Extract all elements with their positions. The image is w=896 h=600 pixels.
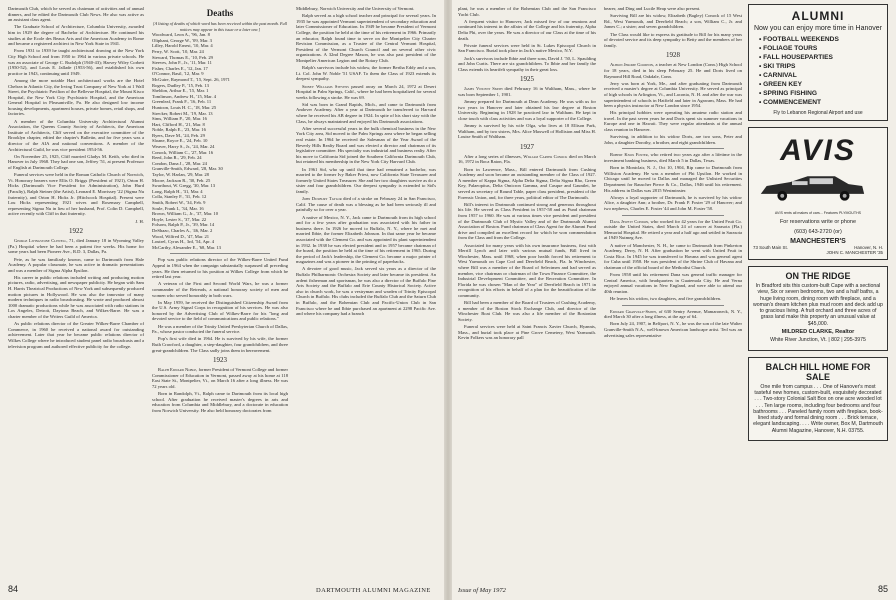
paragraph: Jimmy prepared for Dartmouth at Dean Academy. He was with us for two years in Hanover and later obtained his law degree at Boston University. Beginning in 1928 he practiced law in Waltham. He kept in close touch with class activities and was a loyal supporter of the College. [458,99,596,121]
paragraph: Funeral services were held at Saint Francis Xavier Church, Hyannis, Mass., and burial took place at Pine Grove Cemetery, West Yarmouth. Kevin Folkers was an honorary pall [458,324,596,341]
death-entry: O'Connor, Basil, '12, Mar. 9 [152,71,204,77]
death-entry: Sloane, Royce E., '24, Feb. 10 [152,138,208,144]
left-footer [8,584,438,594]
death-entry: Loutrel, Cyrus H., 3rd, '54, Apr. 4 [152,239,215,245]
paragraph: Born in Lawrence, Mass., Bill entered Dartmouth from Cushing Academy and soon became an outstanding member of the Class of 1927. A member of Kappa Sigma, Alpha Delta Sigma, Delta Sigma Rho, Green Key, Palaeopitus, Delta Omicron Gamma, and Casque and Gauntlet, he served as secretary of Round Table, paper class president, president of the Forensic Union, and, for three years, political editor of The Dartmouth. [458,166,596,200]
paragraph: A devotee of good music, Jack served six years as a director of the Buffalo Philharmonic Orchestra Society and later became its president. An ardent fisherman and sportsman, he was also a director of the Buffalo Fine Arts Society and the Buffalo and Erie County Historical Society. Active also in church work, he was a vestryman and warden of Trinity Episcopal Church in Buffalo. His clubs included the Buffalo Club and the Saturn Club in Buffalo, and the Bohemian Club and Pacific-Union Club in San Francisco where he and Ibbie purchased an apartment at 2298 Pacific Ave. and where his company had a branch [296,266,436,317]
alumni-ad-item: • GREEN KEY [759,81,802,88]
death-entry: Greenleaf, Frank F., '16, Feb. 11 [152,99,212,105]
death-entry: Steward, Thomas E., '10, Feb. 29 [152,54,213,60]
paragraph: Born July 24, 1907, in Belfport, N. Y., he was the son of the late Walter Granville-Smith N.A., well-known American landscape artist. Ted was an advertising sales representative [604,321,742,338]
paragraph: A native of Mexico, N. Y., Jack came to Dartmouth from its high school and for a few years after graduation was associated with his father in business there. In 1926 he moved to Buffalo, N. Y., where he met and married Ibbie, the former Elizabeth Johnson. In that same year he became associated with the Clement Co. and was appointed its plant superintendent in 1932. In 1938 he was elected president and in 1957 became chairman of the board, the position he held at the time of his retirement in 1965. During the period of Jack's leadership, the Clement Co. became a major printer of magazines and was a pioneer in the printing of paperbacks. [296,214,436,265]
death-entry: Byers, Dave M., '24, Feb. 29 [152,132,205,138]
paragraph: Born in Randolph, Vt., Ralph came to Dartmouth from its local high school. After graduation he received master's degrees in arts and education from Columbia and Middlebury, and a doctorate in education from Norwich University. He also held honorary doctorates from [152,391,288,413]
death-entry: Hoyle, Lester S., '37, Mar. 22 [152,216,207,222]
paragraph: In 1961 Sid, who up until that time had remained a bachelor, was married to the former Ivy Baker Priest, now California State Treasurer and formerly United States Treasurer. She and her two daughters survive as do a sister and four grandchildren. Our deepest sympathy is extended to Sid's family. [296,166,436,194]
death-entry: Steeves, John F., Jr., '11, Mar. 11 [152,60,212,66]
death-entry: Soule, Frank I., '34, Mar. 16 [152,205,204,211]
paragraph: Associated for many years with his own insurance business, first with Merrill Lynch and later with various mutual funds, Bill lived in Winchester, Mass. until 1968, when poor health forced his retirement to West Yarmouth on Cape Cod and Deerfield Beach, Fla. In Winchester, where Bill was a member of the Board of Selectmen and had served as member, vice chairman or chairman of the Town Finance Committee, the Industrial Development Committee, and the Recreation Committee. In Florida he was chosen "Man of the Year" of Deerfield Beach in 1971 in recognition of his efforts in behalf of a plan for the beautification of the community. [458,242,596,298]
signature-initials: J. H. [135,218,144,224]
paragraph: Funeral services were held in the Roman Catholic Church of Norwich, Vt. Honorary bearers were Ellis O. Briggs (President of 1921), Orton H. Hicks (Dartmouth Vice President for Administration), John Hurd (Faculty), Ralph Steiner (the Artist), Leonard E. Morrissey '22 (Sigma Nu fraternity), and Orton H. Hicks Jr. (Hitchcock Hospital). Present were Lou Hicks representing 1921 wives and Rosemary Campbell, representing Sigma Nu in lieu of her husband, Prof. Colin D. Campbell, active recently with Cliff in that fraternity. [8,172,144,217]
death-entry: Sims, William P., '20, Mar. 16 [152,116,207,122]
alumni-ad-item: • SPRING FISHING [759,90,817,97]
paragraph: Dartmouth Club, which he served as chairman of activities and of annual dinners, and he edited the Dartmouth Club News. He also was active as an assistant class agent. [8,6,144,23]
page-number-left: 84 [8,584,19,594]
left-column-3 [296,6,436,576]
paragraph: Among the more notable Hart architectural works are the Hotel Chelsea in Atlantic City, the Irving Trust Company of New York at 1 Wall Street, the Psychiatric Pavilion of the Bellevue Hospital, the Mount Kisco Hospital, the New York City Psychiatric Hospital, and the American General Hospital in Pleasantville, Pa. He also designed low income housing developments, apartment houses, private homes, retail shops, and factories. [8,77,144,117]
death-entry: Strecker, Robert M., '19, Mar. 13 [152,110,213,116]
death-entry: Fisher, Charles E., '12, Jan. 17 [152,65,208,71]
alumni-ad-subtitle: Now you can enjoy more time in Hanover [753,25,882,32]
paragraph: Jerry was born at York, Me., and after graduating from Dartmouth received a master's degree at Columbia University. He served as principal of high schools in Arlington, Vt., and Laconia, N. H. and after the war was superintendent of schools in Hatfield and later in Agawam, Mass. He had been a physics instructor at New London since 1954. [604,80,742,109]
paragraph: Bill's interest in Dartmouth continued strong and generous throughout his life. He served as Class President in 1957-58 and as Fund chairman from 1957 to 1960. He was at various times vice president and president of the Dartmouth Club of Mystic Valley and of the Dartmouth Alumni Association of Boston. Fund chairman of Class Agent for the Alumni Fund drive and compiled an excellent record for which he won commendation from the Class and from the College. [458,201,596,241]
divider [622,215,724,216]
obituary-name: William Carter Conock [523,153,568,159]
obituary-name: Edward Granville-Smith [610,308,656,314]
paragraph: Private funeral services were held in St. Lukes Episcopal Church in San Francisco. Burial took place in Jack's native Mexico, N.Y. [458,42,596,54]
page-number-right: 85 [877,584,888,594]
balch-ad-body: One mile from campus . . . One of Hanover's most tasteful new homes, custom-built, exquisitely decorated . . . Two-story Colonial Salt Box on one acre wooded lot . . . Ten large rooms, including four bedrooms and four bathrooms . . . Paneled family room with fireplace, book-lined study and formal dining room . . . Brick terrace, elegant landscaping. . . . Write owner, Box M, Dartmouth Alumni Magazine, Hanover, N.H. 03755. [753,383,883,434]
avis-town: Hanover, N. H. [854,245,883,250]
deaths-list [152,32,288,250]
obituary-name: Robert Knox Foster [610,152,648,158]
paragraph: A frequent visitor to Hanover, Jack missed few of our reunions and continued his interest in the affairs of the College and his fraternity, Alpha Delta Phi, over the years. He was a director of our Class at the time of his death. [458,18,596,41]
avis-tagline: AVIS rents all makes of cars... Features PLYMOUTHS [774,211,862,215]
paragraph: A veteran of the First and Second World Wars, he was a former commander of the Retreads, a national honorary society of men and women who served honorably in both wars. [152,281,288,298]
obituary-name: James Vincent Smith [464,86,503,92]
deaths-note: [A listing of deaths of which word has been received within the past month. Full notices may appear in this issue or a later one.] [153,21,287,32]
class-year-heading: 1923 [213,356,227,365]
obituary-name: Sidney Williams Stevens [302,83,349,89]
death-entry: Noble, Ralph E., '23, Mar. 16 [152,127,206,133]
alumni-ad-fly-note: Fly to Lebanon Regional Airport and use [773,110,863,116]
alumni-ad-item: • FALL HOUSEPARTIES [759,54,833,61]
paragraph: After a long series of illnesses, [464,153,524,159]
paragraph: Jimmy is survived by his wife Olga, who lives at 18 Ellison Park, Waltham, and by two sisters, Mrs. Alice Maxwell of Holliston and Miss H. Louise Smith of Waltham. [458,123,596,140]
issue-date: Issue of May 1972 [458,587,506,594]
death-entry: Rogers, Dudley P., '15, Feb. 13 [152,82,209,88]
right-page [448,0,896,600]
left-column-2 [152,6,288,576]
paragraph: Middlebury, Norwich University and the University of Vermont. [296,6,415,11]
paragraph: Surviving Bill are his widow, Elizabeth (Bagley) Conock of 15 West Rd., West Yarmouth, and Deerfield Beach; a son, William C., Jr. and James C.; a sister; and seven grandchildren. [604,13,742,30]
alumni-ad-item: • FOOTBALL WEEKENDS [759,36,839,43]
paragraph: On November 25, 1925, Cliff married Gladys M. Keith, who died in Hanover in July 1968. They had one son, Jeffrey '51, at present Professor of English at Dartmouth College. [8,153,144,170]
obituary-name: John Duxbury Taylor [302,196,342,202]
death-entry: Taylor, W. Harlan, '29, Mar. 28 [152,172,209,178]
obituary-name: Ralph Edward Noble [158,367,197,373]
paragraph: Ralph's survivors include his widow, the former Bertha Eddy and a son, Lt. Col. John W. Noble '51 USAF. To them the Class of 1923 extends its deepest sympathy. [296,65,436,82]
death-entry: Sheldon, Arthur E., '15, Mar. 1 [152,88,209,94]
paragraph: From 1958 until his retirement Dana was general traffic manager for Central America, with headquarters in Guatemala City. He and Verna enjoyed annual vacations in New England, and were able to attend our 40th reunion. [604,272,742,294]
paragraph: Born in Montclair, N. J., Oct 10, 1904, Rip came to Dartmouth from Williston Academy. He was a member of Phi Upsilon. He worked in Chicago until he moved to Dallas and managed the Unlisted Securities Department for Rauscher Pierce & Co., Dallas, 1946 until his retirement. His address in Dallas was 2815 Westminster. [604,165,742,193]
paragraph: His career in public relations included writing and producing motion pictures, radio, advertising, and newspaper publicity. He began with Sam H. Harris Theatrical Productions of New York and subsequently produced motion pictures in Hollywood. He was also the innovator of many modern techniques in radio broadcasting. He wrote and produced almost 1000 dramatic productions while he was associated with radio stations in Los Angeles, Detroit, Daytona Beach, and Wilkes-Barre. He was a charter member of the Writers Guild of America. [8,274,144,320]
on-the-ridge-ad [748,266,888,351]
death-entry: Long, Ralph H., '31, Mar. 4 [152,188,203,194]
paragraph: , of 630 Sentry Avenue, Mamaroneck, N. Y., died March 30 after a long illness, at the age of 64. [604,308,742,320]
death-entry: Colla, Stanley F., '31, Feb. 12 [152,194,207,200]
paragraph: , a teacher at New London (Conn.) High School for 18 years, died in his sleep February 25. He and Doris lived on Raymond Hill Road, Oakdale, Conn. [604,62,742,79]
paragraph: He was a member of the Trinity United Presbyterian Church of Dallas, Pa., whose pastor conducted the funeral service. [152,323,288,335]
alumni-ad-item: • CARNIVAL [759,72,797,79]
class-year-heading: 1927 [520,142,534,151]
magazine-masthead: DARTMOUTH ALUMNI MAGAZINE [316,587,431,594]
paragraph: Pop was public relations director of the Wilkes-Barre United Fund Appeal in 1964 when the campaign substantially surpassed all preceding years. He then returned to his position at Wilkes College from which he retired last year. [152,257,288,280]
paragraph: bearer, and Ding and Lucile Heap were also present. [604,6,701,11]
paragraph: Bill had been a member of the Board of Trustees of Cushing Academy, a member of the Boston Stock Exchange Club, and director of the Winchester Boat Club. He was also a life member of the Bostonian Society. [458,300,596,322]
alumni-ad-list [753,36,883,106]
death-entry: Weaver, Harry S., Jr., '24, Mar. 24 [152,144,215,150]
death-entry: Tomlinson, Andrew H., '15, Mar. 4 [152,93,217,99]
divider [622,148,724,149]
death-entry: Brown, William G., Jr., '37, Mar. 10 [152,211,219,217]
ridge-ad-realtor: MILDRED CLARKE, Realtor [781,329,855,336]
advertisement-column [748,4,888,590]
right-footer [458,584,888,594]
paragraph: The Class would like to express its gratitude to Bill for his many years of devoted service and its deep sympathy to Betty and the members of her family. [604,31,742,48]
death-entry: Moore, Jackson R., '30, Feb. 25 [152,177,211,183]
left-column-1 [8,6,144,576]
ridge-ad-title: ON THE RIDGE [785,271,851,281]
paragraph: died of a stroke on February 24 in San Francisco, Calif. The cause of death was a blessing as he had been seriously ill and painfully so for over a year. [296,196,436,213]
paragraph: From 1931 to 1939 he taught architectural drawing at the New York City High School and from 1950 to 1964 in various private schools. He was an associate of George C. Rudolph (1940-43); Harvey Wiley Corbett (1950-52), and Louis E. Jallade (1953-56), and established his own practice in 1943, continuing until 1949. [8,48,144,76]
ridge-ad-body: In Bradford sits this custom-built Cape with a sectional view, Six or seven bedrooms, two and a half baths, a huge living room, dining room with fireplace, and a woman's dream kitchen plus mud room and deck add up to gracious living. A fruit orchard and three acres of grass land make this property an unusual value at $45,000. [753,283,883,327]
death-entry: Granville-Smith, Edward, '28, Mar. 30 [152,166,223,172]
paragraph: Surviving, in addition to his widow Doris, are two sons, Peter and John, a daughter Dorothy, a brother, and eight grandchildren. [604,134,742,145]
obituary-name: George Livingstone Clewell [14,238,67,244]
death-entry: Perry, W. Scott, '10, Mar. 24 [152,48,204,54]
class-year-heading: 1925 [520,75,534,84]
alumni-ad-item: • COMMENCEMENT [759,99,822,106]
avis-dealer-name: MANCHESTER'S [790,238,846,245]
obituary-name: Dana Jewett Condon [610,218,649,224]
alumni-ad-item: • FOLIAGE TOURS [759,45,818,52]
paragraph: Pete, as he was familiarly known, came to Dartmouth from Hale Academy. A popular classmate, he was active in dramatic presentations and was a member of Sigma Alpha Epsilon. [8,256,144,273]
paragraph: The Graduate School of Architecture, Columbia University, awarded him in 1929 the degree of Bachelor of Architecture. He continued his studies at the Ecole des Beaux Arts and the American Academy in Rome and became a registered architect in New York State in 1941. [8,24,144,47]
paragraph: , 71, died January 18 in Wyoming Valley (Pa.) Hospital where he had been a patient five weeks. His home for some years had been Pioneer Ave., R.D. 3, Dallas, Pa. [8,238,144,255]
paragraph: Ralph served as a high school teacher and principal for several years. In 1935 he was appointed Vermont superintendent of secondary education and later Commissioner of Education. In 1949 he became President of Vermont College, the position he held at the time of his retirement in 1966. Primarily an educator, Ralph found time to serve on the Montpelier City Charter Revision Commission, as a Trustee of the Central Vermont Hospital, President of the Vermont Church Council and on several other civic organizations. A 32nd Degree Mason, he was also past president of the Montpelier American Legion and the Rotary Club. [296,13,436,63]
balch-ad-title: BALCH HILL HOME FOR SALE [765,361,871,382]
alumni-ad-item: • SKI TRIPS [759,63,796,70]
death-entry: Hart, Clifford H., '21, Mar. 8 [152,121,205,127]
death-entry: Smith, Robert W., '34, Feb. 9 [152,200,206,205]
paragraph: died February 16 in Waltham, Mass., where he was born September 1, 1901. [458,86,596,97]
paragraph: His principal hobbies were operating his amateur radio station and travel. In the past seven years he and Doris spent six summer vacations in Europe and one in Hawaii. They were regular attendants at the annual class reunion in Hanover. [604,110,742,133]
divider [622,305,724,306]
ridge-ad-contact: White River Junction, Vt. | 802 | 295-3975 [770,337,866,344]
paragraph: Always a loyal supporter of Dartmouth, he is survived by his widow Alice, a daughter Ann; a brother, Dr. Frank P. Foster '29 of Hanover; and two nephews, Charles E. Foster '44 and John M. Foster '58. [604,194,742,211]
death-entry: Reed, John R., '29, Feb. 24 [152,155,202,161]
avis-ad [748,127,888,260]
paragraph: passed away on March 24, 1972 at Desert Hospital in Palm Springs, Calif., where he had been hospitalized for several weeks following a stroke. He was 69. [296,83,436,100]
paragraph: Pop's first wife died in 1964. He is survived by his wife, the former Ruth Crawford, a daughter, a step-daughter, four grandchildren, and three great-grandchildren. The Class sadly joins them in bereavement. [152,336,288,353]
paragraph: He leaves his widow, two daughters, and five grandchildren. [610,296,722,302]
avis-logo: AVIS [780,134,856,167]
paragraph: plant, he was a member of the Bohemian Club and the San Francisco Yacht Club. [458,6,596,17]
obituary-name: Albion Jerome Goodwin [610,62,654,68]
class-year-heading: 1922 [69,227,83,236]
class-year-heading: 1928 [666,51,680,60]
paragraph: Jack's survivors include Ibbie and three sons, David J. '50, L. Spaulding and John Curtis. There are six grandchildren. To Ibbie and her family the Class extends its heartfelt sympathy in their great loss. [458,55,596,72]
paragraph: Sid was born in Grand Rapids, Mich., and came to Dartmouth from Andover Academy. After a year at Dartmouth he transferred to Harvard where he received his AB degree in 1924. In spite of his short stay with the Class, he always maintained and enjoyed his Dartmouth associations. [296,101,436,124]
right-column-2 [604,6,742,576]
balch-hill-ad [748,357,888,441]
paragraph: In May 1959, he received the Distinguished Citizenship Award from the U.S. Army Signal Corps in recognition of his services. He was also honored by the Advertising Club of Wilkes-Barre for his "long and devoted service to the field of communications and public relations." [152,299,288,322]
paragraph: As public relations director of the Greater Wilkes-Barre Chamber of Commerce, in 1960 he received a national award for outstanding achievement. Later that year he became public relations director of Wilkes College where he introduced student panel radio broadcasts and a television program and authored effective publicity for the college. [8,321,144,349]
paragraph: , who retired two years ago after a lifetime in the investment banking business, died March 5 in Dallas, Texas. [604,152,742,164]
death-entry: McGuire, Raymond T., '15, Sept. 26, 1971 [152,76,230,82]
right-column-1 [458,6,596,576]
avis-reservations: For reservations write or phone [779,219,857,225]
deaths-title: Deaths [206,8,234,18]
car-illustration-icon [753,172,870,204]
death-entry: Woodward, Leon A., '96, Jan. 8 [152,32,210,38]
alumni-ad-title: ALUMNI [791,9,845,23]
death-entry: Swarthout, W. Gregg, '30, Mar. 13 [152,183,216,189]
divider [170,253,270,254]
death-entry: Huntoon, Louis H. C., '18, Mar. 25 [152,104,217,110]
alumni-travel-ad [748,4,888,121]
paragraph: died on March 16, 1972 in Boca Raton, Fla. [458,153,596,165]
paragraph: A member of the Columbia University Architectural Alumni Association, the Queens County Society of Architects, the American Institute of Architects, Cliff served on the executive committee of the Brooklyn chapter, edited the chapter's Bulletin, and for five years was a director of the AIA and national conventions. A member of the Architectural Guild, he was vice president 1954-56. [8,118,144,152]
avis-phone: (603) 643-2720 (or) [794,229,842,235]
death-entry: DeShazo, Charles A., '46, Mar. 2 [152,227,213,233]
avis-owner: JOHN C. MANCHESTER '35 [826,250,883,255]
death-entry: Condon, Dana J., '28, Mar. 24 [152,160,207,166]
avis-street: 73 South Main St. [753,245,788,250]
death-entry: Oliphant, George W., '09, Mar. 3 [152,37,212,43]
death-entry: McCarthy, Alexander E., '68, Mar. 13 [152,244,221,250]
death-entry: Conock, William C., '27, Mar. 16 [152,149,214,155]
paragraph: A native of Manchester, N. H., he came to Dartmouth from Pinkerton Academy, Derry, N. H. After graduation he went with United Fruit in Costa Rica. In 1945 he was transferred to Havana and was general agent for Cuba until 1958. He was president of the Shrine Club of Havana and chairman of the official board of the Methodist Church. [604,242,742,270]
paragraph: , who worked for 42 years for the United Fruit Co. outside the United States, died March 24 of cancer at Sarasota (Fla.) Memorial Hospital. He retired a year and a half ago and settled in Sarasota at 1949 Nutmeg Ave. [604,218,742,241]
paragraph: , former President of Vermont College and former Commissioner of Education in Vermont, passed away at his home at 118 East State St., Montpelier, Vt., on March 16 after a long illness. He was 72 years old. [152,367,288,389]
death-entry: Lilley, Harold Ernest, '10, Mar. 4 [152,43,213,49]
paragraph: After several successful years in the bulk chemical business in the New York City area, Sid moved to the Palm Springs area where he began selling real estate. In 1964 he received the Salesman of the Year Award of the Beverly Hills Realty Board and was elected a director and chairman of its legislative committee. His specialty was industrial and business realty. After his move to California Sid joined the Southern California Dartmouth Club, but retained his membership in the New York City Harvard Club. [296,125,436,165]
death-entry: Wood, Wilfred D., '47, Mar. 21 [152,233,210,239]
death-entry: Folsom, Ralph P., Jr., '39, Mar. 14 [152,222,215,228]
